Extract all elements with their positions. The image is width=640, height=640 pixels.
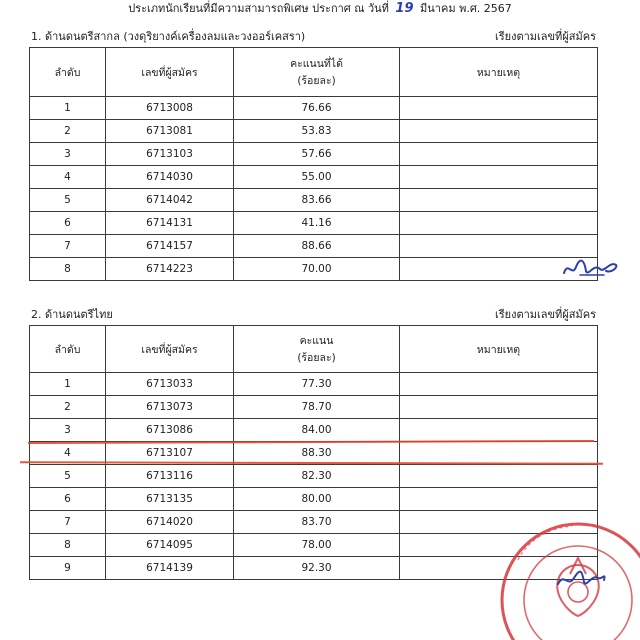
- cell-remark: [400, 143, 598, 166]
- cell-applicant-no: 6713008: [106, 97, 234, 120]
- col-score-header: [234, 48, 400, 97]
- cell-order: 7: [30, 235, 106, 258]
- cell-score: 88.30: [234, 442, 400, 465]
- cell-applicant-no: 6713086: [106, 419, 234, 442]
- score-header-line2: (ร้อยละ): [297, 352, 336, 364]
- cell-order: 5: [30, 465, 106, 488]
- cell-score: 70.00: [234, 258, 400, 281]
- cell-applicant-no: 6713135: [106, 488, 234, 511]
- table-row: [30, 373, 598, 396]
- score-header-line2: (ร้อยละ): [297, 75, 336, 87]
- cell-order: 2: [30, 120, 106, 143]
- table-row: [30, 97, 598, 120]
- cell-applicant-no: 6714139: [106, 557, 234, 580]
- table1-body: [30, 97, 598, 281]
- cell-order: 6: [30, 488, 106, 511]
- cell-score: 77.30: [234, 373, 400, 396]
- section2-title: 2. ด้านดนตรีไทย: [31, 308, 113, 321]
- cell-applicant-no: 6713107: [106, 442, 234, 465]
- cell-applicant-no: 6714095: [106, 534, 234, 557]
- table-row: [30, 235, 598, 258]
- table-row: [30, 258, 598, 281]
- cell-order: 4: [30, 166, 106, 189]
- cell-remark: [400, 396, 598, 419]
- cell-remark: [400, 120, 598, 143]
- cell-score: 82.30: [234, 465, 400, 488]
- cell-remark: [400, 97, 598, 120]
- handwritten-date: 19: [395, 1, 414, 16]
- col-applicant-header: เลขที่ผู้สมัคร: [106, 48, 234, 97]
- cell-order: 6: [30, 212, 106, 235]
- table-row: [30, 419, 598, 442]
- score-header-line1: คะแนนที่ได้: [290, 58, 343, 70]
- cell-applicant-no: 6713081: [106, 120, 234, 143]
- cell-remark: [400, 442, 598, 465]
- cell-applicant-no: 6714131: [106, 212, 234, 235]
- cell-score: 83.70: [234, 511, 400, 534]
- cell-applicant-no: 6714223: [106, 258, 234, 281]
- cell-applicant-no: 6714030: [106, 166, 234, 189]
- table-row: [30, 143, 598, 166]
- cell-order: 9: [30, 557, 106, 580]
- col-remarks-header: หมายเหตุ: [400, 326, 598, 373]
- page-header: [0, 0, 640, 18]
- score-header-line1: คะแนน: [299, 335, 334, 347]
- cell-order: 3: [30, 143, 106, 166]
- cell-score: 83.66: [234, 189, 400, 212]
- header-text: ประเภทนักเรียนที่มีความสามารถพิเศษ ประกาศ ณ วันที่: [128, 2, 389, 15]
- cell-applicant-no: 6714042: [106, 189, 234, 212]
- cell-applicant-no: 6713033: [106, 373, 234, 396]
- cell-remark: [400, 212, 598, 235]
- cell-remark: [400, 189, 598, 212]
- col-score-header: [234, 326, 400, 373]
- cell-applicant-no: 6713116: [106, 465, 234, 488]
- cell-applicant-no: 6714020: [106, 511, 234, 534]
- cell-score: 55.00: [234, 166, 400, 189]
- table-row: [30, 396, 598, 419]
- cell-order: 4: [30, 442, 106, 465]
- section1-title: 1. ด้านดนตรีสากล (วงดุริยางค์เครื่องลมและวงออร์เคสรา): [31, 30, 306, 43]
- col-order-header: ลำดับ: [30, 326, 106, 373]
- cell-order: 5: [30, 189, 106, 212]
- cell-score: 88.66: [234, 235, 400, 258]
- cell-remark: [400, 419, 598, 442]
- table-row: [30, 212, 598, 235]
- cell-order: 2: [30, 396, 106, 419]
- cell-score: 80.00: [234, 488, 400, 511]
- header-text-after: มีนาคม พ.ศ. 2567: [420, 2, 512, 15]
- table-row: [30, 189, 598, 212]
- cell-applicant-no: 6713103: [106, 143, 234, 166]
- cell-score: 53.83: [234, 120, 400, 143]
- col-remarks-header: หมายเหตุ: [400, 48, 598, 97]
- cell-score: 76.66: [234, 97, 400, 120]
- cell-score: 57.66: [234, 143, 400, 166]
- cell-remark: [400, 166, 598, 189]
- results-table-western-music: [29, 47, 598, 281]
- cell-score: 78.00: [234, 534, 400, 557]
- cell-remark: [400, 373, 598, 396]
- cell-order: 7: [30, 511, 106, 534]
- cell-order: 1: [30, 97, 106, 120]
- cell-applicant-no: 6713073: [106, 396, 234, 419]
- cell-order: 8: [30, 258, 106, 281]
- cell-score: 92.30: [234, 557, 400, 580]
- section2-sort-note: เรียงตามเลขที่ผู้สมัคร: [494, 308, 596, 321]
- cell-score: 78.70: [234, 396, 400, 419]
- table-row: [30, 166, 598, 189]
- cell-order: 8: [30, 534, 106, 557]
- cell-remark: [400, 465, 598, 488]
- cell-order: 1: [30, 373, 106, 396]
- section1-sort-note: เรียงตามเลขที่ผู้สมัคร: [494, 30, 596, 43]
- table-row: [30, 465, 598, 488]
- table-row: [30, 120, 598, 143]
- cell-score: 84.00: [234, 419, 400, 442]
- cell-applicant-no: 6714157: [106, 235, 234, 258]
- signature-mark: [560, 253, 622, 281]
- col-order-header: ลำดับ: [30, 48, 106, 97]
- cell-order: 3: [30, 419, 106, 442]
- signature-mark-2: [554, 566, 610, 592]
- col-applicant-header: เลขที่ผู้สมัคร: [106, 326, 234, 373]
- cell-score: 41.16: [234, 212, 400, 235]
